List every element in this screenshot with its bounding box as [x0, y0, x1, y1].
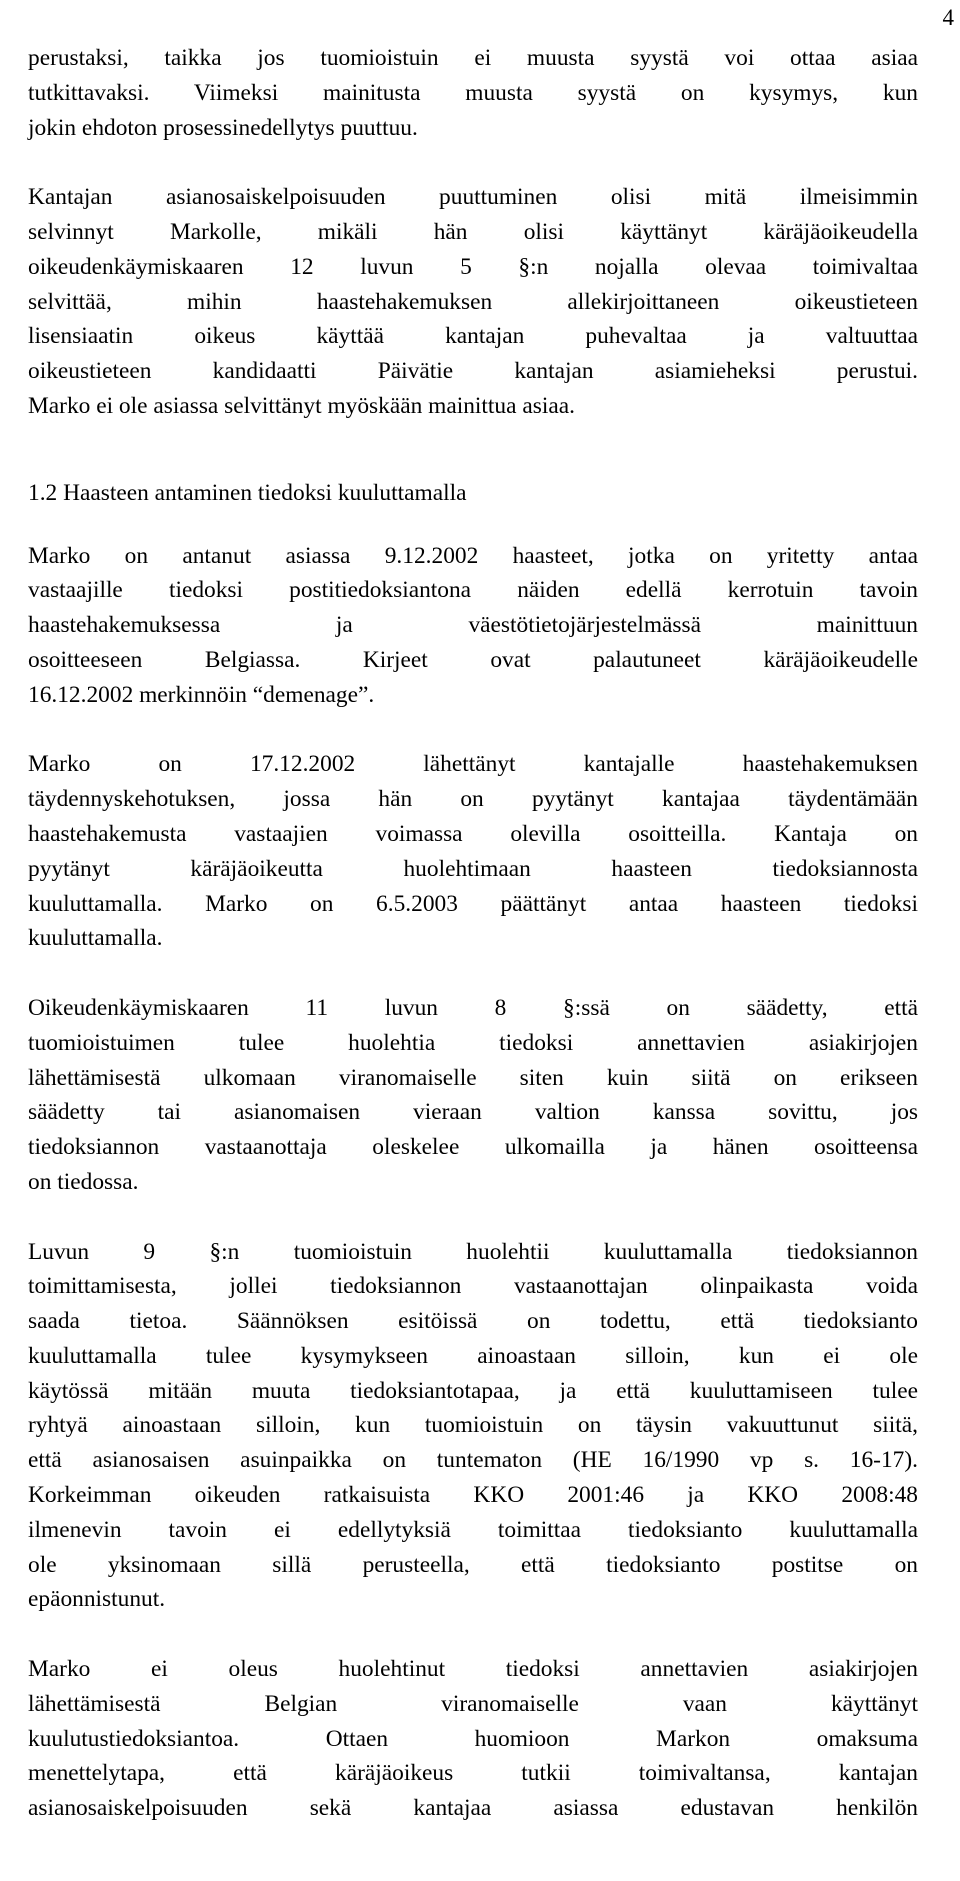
text-line: säädetty tai asianomaisen vieraan valtion kanssa sovittu, jos	[28, 1099, 918, 1126]
text-line: Kantajan asianosaiskelpoisuuden puuttuminen olisi mitä ilmeisimmin	[28, 184, 918, 211]
text-line: käytössä mitään muuta tiedoksiantotapaa, ja että kuuluttamiseen tulee	[28, 1377, 918, 1404]
paragraph-supplement-request	[28, 747, 918, 956]
text-line: perustaksi, taikka jos tuomioistuin ei muusta syystä voi ottaa asiaa	[28, 45, 918, 71]
text-line: oikeustieteen kandidaatti Päivätie kantajan asiamieheksi perustui.	[28, 358, 918, 385]
paragraph-spacer	[28, 1200, 918, 1235]
text-line: kuuluttamalla tulee kysymykseen ainoastaan silloin, kun ei ole	[28, 1342, 918, 1369]
paragraph-summons-attempt	[28, 539, 918, 713]
text-line: lisensiaatin oikeus käyttää kantajan puhevaltaa ja valtuuttaa	[28, 323, 918, 350]
page-number: 4	[942, 5, 954, 30]
text-line: epäonnistunut.	[28, 1586, 166, 1613]
paragraph-section-9	[28, 1235, 918, 1618]
text-line: haastehakemusta vastaajien voimassa olevilla osoitteilla. Kantaja on	[28, 820, 918, 847]
text-line: Marko ei oleus huolehtinut tiedoksi annettavien asiakirjojen	[28, 1656, 918, 1683]
section-heading: 1.2 Haasteen antaminen tiedoksi kuuluttamalla	[28, 479, 467, 506]
text-line: ole yksinomaan sillä perusteella, että tiedoksianto postitse on	[28, 1551, 918, 1578]
text-line: kuuluttamalla.	[28, 925, 163, 952]
text-line: saada tietoa. Säännöksen esitöissä on todettu, että tiedoksianto	[28, 1308, 918, 1335]
text-line: on tiedossa.	[28, 1168, 139, 1195]
paragraph-conclusion	[28, 1652, 918, 1826]
text-line: Korkeimman oikeuden ratkaisuista KKO 2001:46 ja KKO 2008:48	[28, 1482, 918, 1509]
text-line: ilmenevin tavoin ei edellytyksiä toimittaa tiedoksianto kuuluttamalla	[28, 1516, 918, 1543]
text-line: toimittamisesta, jollei tiedoksiannon vastaanottajan olinpaikasta voida	[28, 1273, 918, 1300]
paragraph-spacer	[28, 956, 918, 991]
text-line: kuulutustiedoksiantoa. Ottaen huomioon Markon omaksuma	[28, 1725, 918, 1752]
text-line: tuomioistuimen tulee huolehtia tiedoksi annettavien asiakirjojen	[28, 1029, 918, 1056]
text-line: oikeudenkäymiskaaren 12 luvun 5 §:n nojalla olevaa toimivaltaa	[28, 253, 918, 280]
text-line: haastehakemuksessa ja väestötietojärjestelmässä mainittuun	[28, 612, 918, 639]
text-line: Marko ei ole asiassa selvittänyt myöskään mainittua asiaa.	[28, 392, 575, 419]
text-line: osoitteeseen Belgiassa. Kirjeet ovat palautuneet käräjäoikeudelle	[28, 646, 918, 673]
paragraph-spacer	[28, 1617, 918, 1652]
text-line: lähettämisestä ulkomaan viranomaiselle siten kuin siitä on erikseen	[28, 1064, 918, 1091]
text-line: vastaajille tiedoksi postitiedoksiantona näiden edellä kerrotuin tavoin	[28, 577, 918, 604]
text-line: ryhtyä ainoastaan silloin, kun tuomioistuin on täysin vakuuttunut siitä,	[28, 1412, 918, 1439]
text-line: asianosaiskelpoisuuden sekä kantajaa asiassa edustavan henkilön	[28, 1795, 918, 1822]
text-line: että asianosaisen asuinpaikka on tuntematon (HE 16/1990 vp s. 16-17).	[28, 1447, 918, 1474]
text-line: kuuluttamalla. Marko on 6.5.2003 päättänyt antaa haasteen tiedoksi	[28, 890, 918, 917]
text-line: lähettämisestä Belgian viranomaiselle vaan käyttänyt	[28, 1690, 918, 1717]
paragraph-standing	[28, 180, 918, 424]
heading-spacer	[28, 511, 918, 539]
paragraph-spacer	[28, 713, 918, 748]
document-body	[28, 41, 918, 1826]
text-line: 16.12.2002 merkinnöin “demenage”.	[28, 681, 375, 708]
paragraph-spacer	[28, 145, 918, 180]
text-line: selvinnyt Markolle, mikäli hän olisi käyttänyt käräjäoikeudella	[28, 218, 918, 245]
text-line: pyytänyt käräjäoikeutta huolehtimaan haasteen tiedoksiannosta	[28, 855, 918, 882]
paragraph-section-8	[28, 991, 918, 1200]
text-line: Luvun 9 §:n tuomioistuin huolehtii kuuluttamalla tiedoksiannon	[28, 1238, 918, 1265]
text-line: Marko on 17.12.2002 lähettänyt kantajalle haastehakemuksen	[28, 751, 918, 778]
text-line: täydennyskehotuksen, jossa hän on pyytänyt kantajaa täydentämään	[28, 786, 918, 813]
paragraph-procedural-basis	[28, 41, 918, 145]
text-line: selvittää, mihin haastehakemuksen allekirjoittaneen oikeustieteen	[28, 288, 918, 315]
text-line: Marko on antanut asiassa 9.12.2002 haasteet, jotka on yritetty antaa	[28, 542, 918, 569]
text-line: jokin ehdoton prosessinedellytys puuttuu.	[28, 114, 418, 141]
text-line: Oikeudenkäymiskaaren 11 luvun 8 §:ssä on säädetty, että	[28, 994, 918, 1021]
text-line: tiedoksiannon vastaanottaja oleskelee ulkomailla ja hänen osoitteensa	[28, 1134, 918, 1161]
text-line: menettelytapa, että käräjäoikeus tutkii toimivaltansa, kantajan	[28, 1760, 918, 1787]
text-line: tutkittavaksi. Viimeksi mainitusta muusta syystä on kysymys, kun	[28, 79, 918, 106]
section-spacer	[28, 424, 918, 476]
